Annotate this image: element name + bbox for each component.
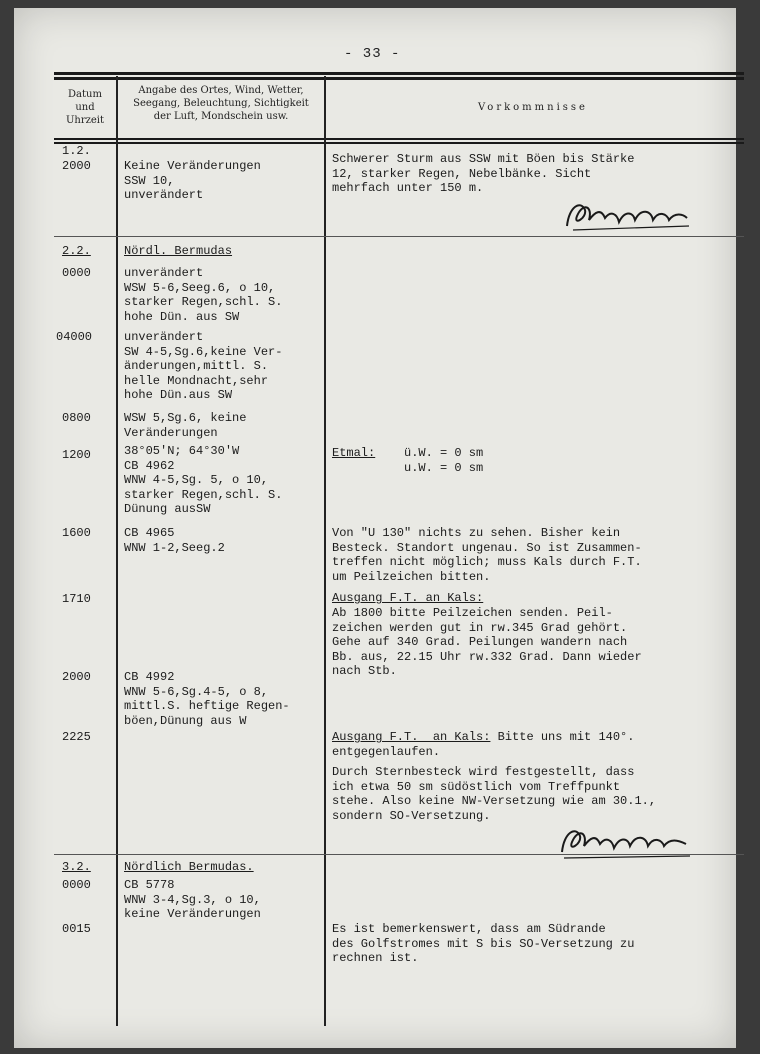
- entry-notes: unverändert WSW 5-6,Seeg.6, o 10, starker Regen,schl. S. hohe Dün. aus SW: [124, 266, 283, 324]
- header-bottom-rule-2: [54, 142, 744, 144]
- entry-time: 2225: [62, 730, 91, 744]
- entry-notes: CB 4992 WNW 5-6,Sg.4-5, o 8, mittl.S. heftige Regen- böen,Dünung aus W: [124, 670, 290, 728]
- events-title-line: [332, 730, 634, 745]
- entry-notes: WSW 5,Sg.6, keine Veränderungen: [124, 411, 247, 440]
- entry-time: 04000: [56, 330, 93, 344]
- entry-notes: CB 4965 WNW 1-2,Seeg.2: [124, 526, 225, 555]
- entry-events: Von "U 130" nichts zu sehen. Bisher kein Besteck. Standort ungenau. So ist Zusammen- treffen nicht möglich; muss Kals durch F.T. um Peilzeichen bitten.: [332, 526, 642, 584]
- entry-time: 0015: [62, 922, 91, 936]
- events-title: Ausgang F.T. an Kals:: [332, 730, 491, 744]
- entry-time: 0800: [62, 411, 91, 425]
- entry-events: Schwerer Sturm aus SSW mit Böen bis Stärke 12, starker Regen, Nebelbänke. Sicht mehrfach unter 150 m.: [332, 152, 635, 195]
- events-title: Ausgang F.T. an Kals:: [332, 591, 484, 605]
- signature: [559, 196, 709, 236]
- entry-events: Es ist bemerkenswert, dass am Südrande des Golfstromes mit S bis SO-Versetzung zu rechnen ist.: [332, 922, 635, 965]
- entry-location: Nördl. Bermudas: [124, 244, 233, 258]
- events-line: entgegenlaufen.: [332, 745, 441, 759]
- row-separator: [54, 236, 744, 237]
- etmal-label: Etmal:: [332, 446, 376, 460]
- entry-time: 2000: [62, 159, 91, 173]
- header-bottom-rule: [54, 138, 744, 140]
- entry-notes: CB 5778 WNW 3-4,Sg.3, o 10, keine Veränderungen: [124, 878, 261, 921]
- row-separator: [54, 854, 744, 855]
- header-location-column: Angabe des Ortes, Wind, Wetter, Seegang, Beleuchtung, Sichtigkeit der Luft, Mondschein usw.: [133, 85, 309, 122]
- entry-notes: Keine Veränderungen SSW 10, unverändert: [124, 159, 261, 202]
- entry-date: 1.2.: [62, 144, 91, 158]
- entry-time: 1710: [62, 592, 91, 606]
- entry-date: 3.2.: [62, 860, 91, 874]
- signature: [554, 820, 704, 864]
- header-top-rule: [54, 72, 744, 75]
- etmal-values: ü.W. = 0 sm u.W. = 0 sm: [404, 446, 484, 475]
- entry-time: 0000: [62, 878, 91, 892]
- column-divider-2: [324, 76, 326, 1026]
- header-events-column: Vorkommnisse: [478, 102, 588, 113]
- entry-time: 0000: [62, 266, 91, 280]
- entry-time: 1200: [62, 448, 91, 462]
- entry-time: 2000: [62, 670, 91, 684]
- header-top-rule-2: [54, 77, 744, 80]
- logbook-page: [14, 8, 736, 1048]
- entry-events: Durch Sternbesteck wird festgestellt, dass ich etwa 50 sm südöstlich vom Treffpunkt stehe. Also keine NW-Versetzung wie am 30.1., sondern SO-Versetzung.: [332, 765, 657, 823]
- entry-events: Ab 1800 bitte Peilzeichen senden. Peil- zeichen werden gut in rw.345 Grad gehört. Gehe auf 340 Grad. Peilungen wandern nach Bb. aus, 22.15 Uhr rw.332 Grad. Dann wieder nach Stb.: [332, 606, 642, 678]
- entry-location: Nördlich Bermudas.: [124, 860, 254, 874]
- entry-date: 2.2.: [62, 244, 91, 258]
- entry-notes: 38°05'N; 64°30'W CB 4962 WNW 4-5,Sg. 5, o 10, starker Regen,schl. S. Dünung ausSW: [124, 444, 283, 516]
- page-number: - 33 -: [344, 46, 401, 62]
- entry-notes: unverändert SW 4-5,Sg.6,keine Ver- änderungen,mittl. S. helle Mondnacht,sehr hohe Dün.aus SW: [124, 330, 283, 402]
- entry-time: 1600: [62, 526, 91, 540]
- column-divider-1: [116, 76, 118, 1026]
- header-date-column: Datum und Uhrzeit: [65, 89, 105, 126]
- events-title-rest: Bitte uns mit 140°.: [490, 730, 635, 744]
